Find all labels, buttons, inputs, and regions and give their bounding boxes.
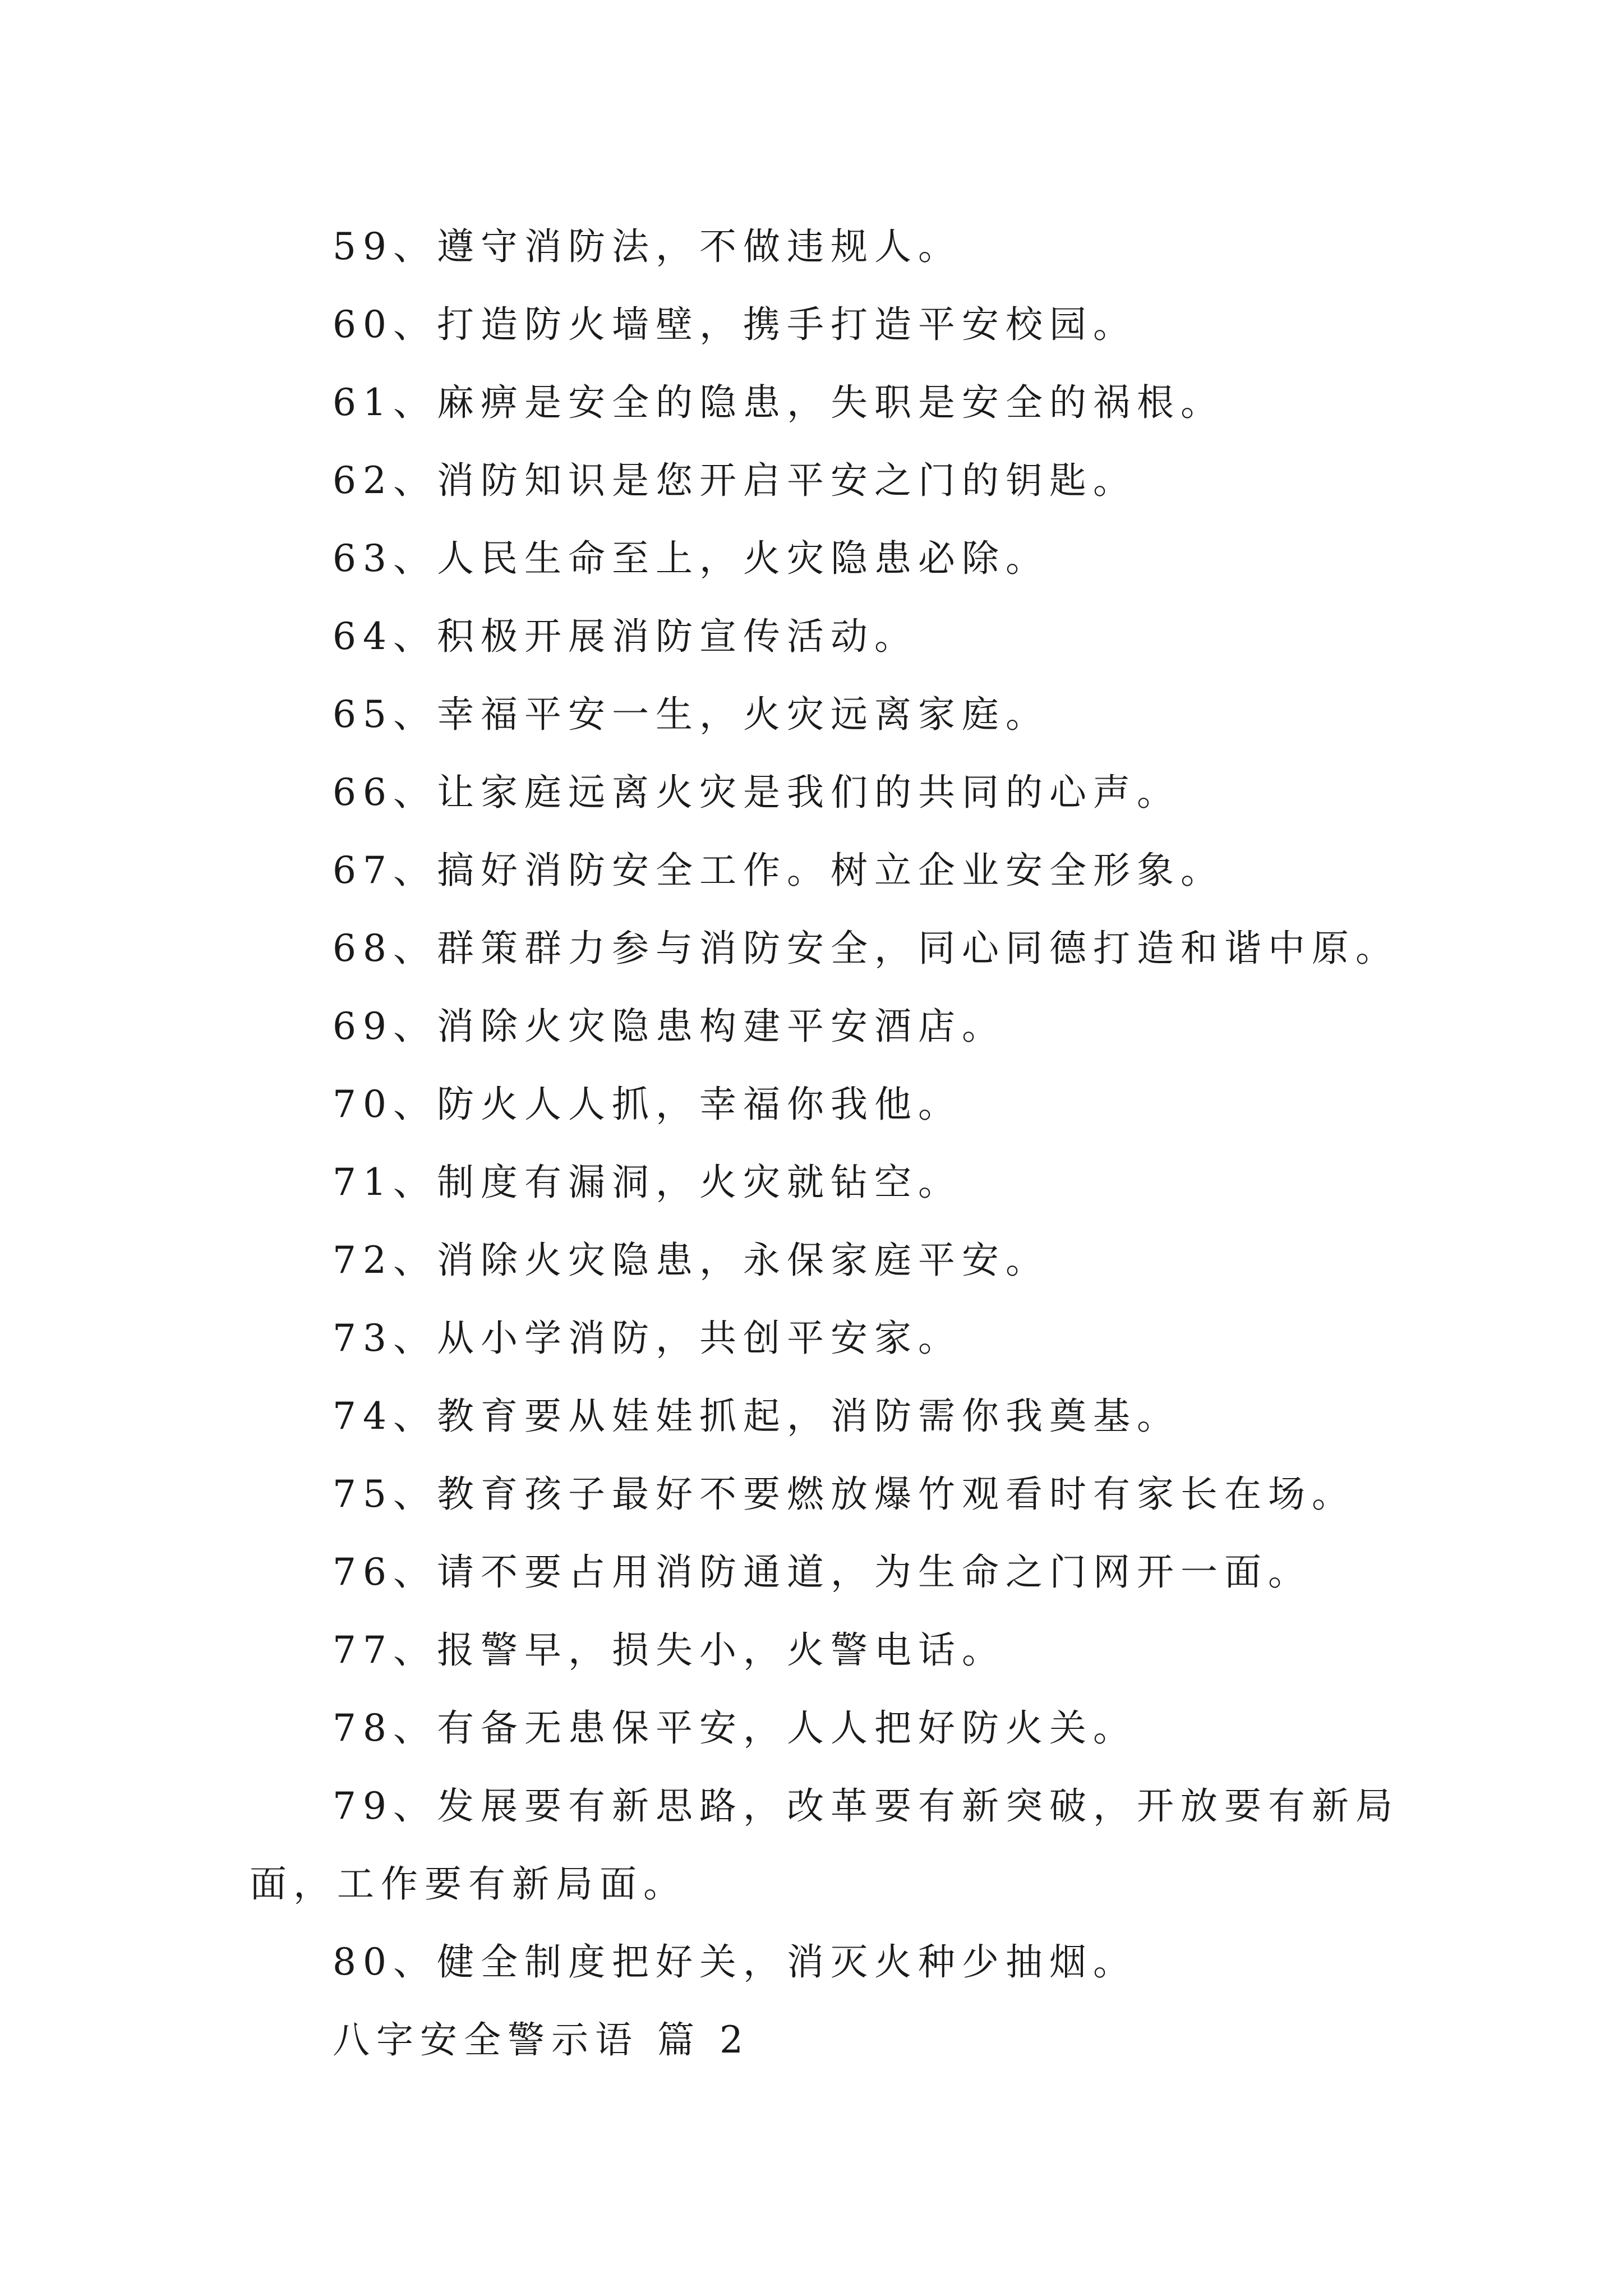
list-item: 73、从小学消防，共创平安家。 [333, 1317, 962, 1360]
list-item: 60、打造防火墙壁，携手打造平安校园。 [333, 303, 1137, 346]
list-item: 69、消除火灾隐患构建平安酒店。 [333, 1005, 1006, 1048]
list-item: 78、有备无患保平安，人人把好防火关。 [333, 1706, 1137, 1750]
list-item: 61、麻痹是安全的隐患，失职是安全的祸根。 [333, 381, 1224, 424]
section-heading: 八字安全警示语 篇 2 [333, 2018, 750, 2062]
list-item: 74、教育要从娃娃抓起，消防需你我奠基。 [333, 1395, 1181, 1438]
list-item: 72、消除火灾隐患，永保家庭平安。 [333, 1239, 1049, 1282]
list-item: 80、健全制度把好关，消灭火种少抽烟。 [333, 1940, 1137, 1984]
list-item: 64、积极开展消防宣传活动。 [333, 615, 918, 658]
list-item: 65、幸福平安一生，火灾远离家庭。 [333, 693, 1049, 736]
list-item: 71、制度有漏洞，火灾就钻空。 [333, 1161, 962, 1204]
list-item: 76、请不要占用消防通道，为生命之门网开一面。 [333, 1550, 1312, 1594]
list-item: 70、防火人人抓，幸福你我他。 [333, 1083, 962, 1126]
list-item: 79、发展要有新思路，改革要有新突破，开放要有新局面，工作要有新局面。 [250, 1784, 1399, 1906]
list-item: 62、消防知识是您开启平安之门的钥匙。 [333, 459, 1137, 502]
list-item: 66、让家庭远离火灾是我们的共同的心声。 [333, 771, 1181, 814]
list-item: 68、群策群力参与消防安全，同心同德打造和谐中原。 [333, 927, 1399, 970]
list-item: 63、人民生命至上，火灾隐患必除。 [333, 537, 1049, 580]
list-item: 75、教育孩子最好不要燃放爆竹观看时有家长在场。 [333, 1473, 1355, 1516]
list-item: 67、搞好消防安全工作。树立企业安全形象。 [333, 849, 1224, 892]
slogan-list [250, 208, 1416, 2079]
list-item: 77、报警早，损失小，火警电话。 [333, 1628, 1006, 1672]
list-item: 59、遵守消防法，不做违规人。 [333, 225, 962, 268]
